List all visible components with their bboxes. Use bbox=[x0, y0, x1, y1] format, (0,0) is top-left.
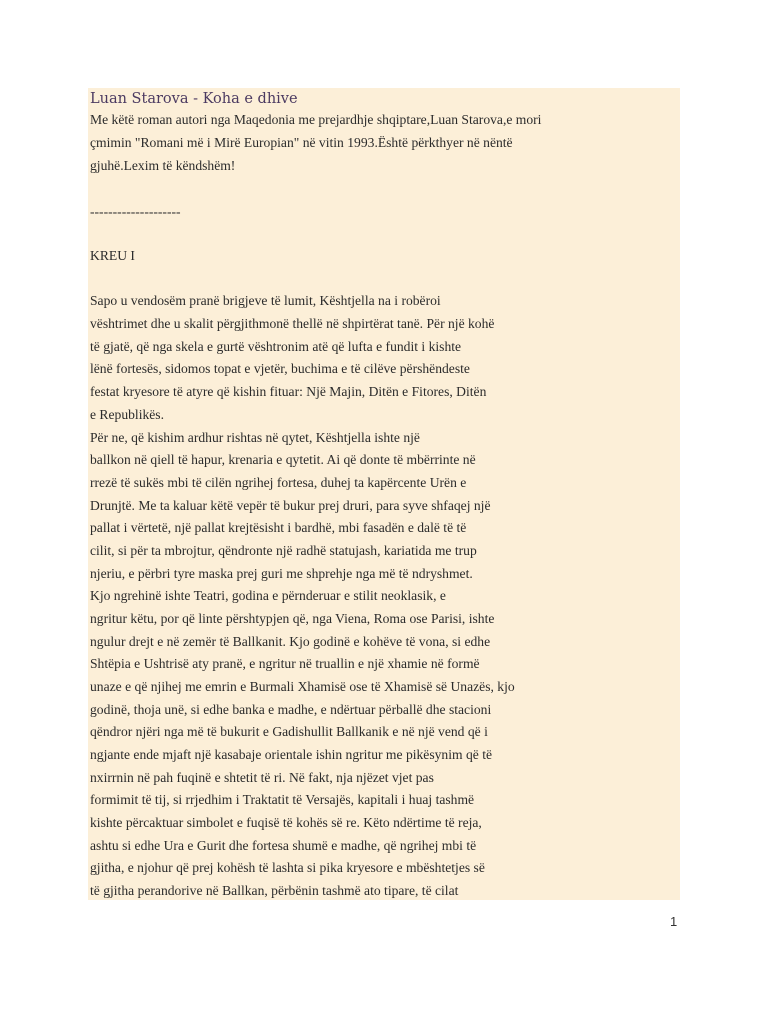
body-line: e Republikës. bbox=[90, 407, 164, 422]
body-line: të gjatë, që nga skela e gurtë vështronim atë që lufta e fundit i kishte bbox=[90, 339, 462, 354]
body-line: të gjitha perandorive në Ballkan, përbënin tashmë ato tipare, të cilat bbox=[90, 883, 459, 898]
chapter-heading: KREU I bbox=[90, 248, 135, 263]
body-line: ngulur drejt e në zemër të Ballkanit. Kjo godinë e kohëve të vona, si edhe bbox=[90, 634, 491, 649]
body-line: njeriu, e përbri tyre maska prej guri me shprehje nga më të ndryshmet. bbox=[90, 566, 473, 581]
body-line: festat kryesore të atyre që kishin fituar: Një Majin, Ditën e Fitores, Ditën bbox=[90, 384, 487, 399]
separator-line: -------------------- bbox=[90, 204, 181, 219]
intro-line: çmimin "Romani më i Mirë Europian" në vitin 1993.Është përkthyer në nëntë bbox=[90, 135, 513, 150]
document-title: Luan Starova - Koha e dhive bbox=[90, 91, 298, 107]
body-line: Sapo u vendosëm pranë brigjeve të lumit, Kështjella na i robëroi bbox=[90, 293, 441, 308]
body-line: ngjante ende mjaft një kasabaje orientale ishin ngritur me pikësynim që të bbox=[90, 747, 493, 762]
body-line: ashtu si edhe Ura e Gurit dhe fortesa shumë e madhe, që ngrihej mbi të bbox=[90, 838, 477, 853]
body-line: rrezë të sukës mbi të cilën ngrihej fortesa, duhej ta kapërcente Urën e bbox=[90, 475, 467, 490]
intro-line: Me këtë roman autori nga Maqedonia me prejardhje shqiptare,Luan Starova,e mori bbox=[90, 112, 542, 127]
body-line: lënë fortesës, sidomos topat e vjetër, buchima e të cilëve përshëndeste bbox=[90, 361, 470, 376]
body-line: pallat i vërtetë, një pallat krejtësisht i bardhë, mbi fasadën e dalë të të bbox=[90, 520, 467, 535]
body-line: gjitha, e njohur që prej kohësh të lashta si pika kryesore e mbështetjes së bbox=[90, 860, 485, 875]
page-number: 1 bbox=[670, 914, 678, 929]
body-line: qëndror njëri nga më të bukurit e Gadishullit Ballkanik e në një vend që i bbox=[90, 724, 488, 739]
body-line: Për ne, që kishim ardhur rishtas në qytet, Kështjella ishte një bbox=[90, 430, 420, 445]
body-line: Kjo ngrehinë ishte Teatri, godina e përnderuar e stilit neoklasik, e bbox=[90, 588, 446, 603]
body-line: ngritur këtu, por që linte përshtypjen që, nga Viena, Roma ose Parisi, ishte bbox=[90, 611, 495, 626]
body-line: formimit të tij, si rrjedhim i Traktatit të Versajës, kapitali i huaj tashmë bbox=[90, 792, 475, 807]
intro-line: gjuhë.Lexim të këndshëm! bbox=[90, 158, 236, 173]
body-line: Drunjtë. Me ta kaluar këtë vepër të bukur prej druri, para syve shfaqej një bbox=[90, 498, 491, 513]
body-line: cilit, si për ta mbrojtur, qëndronte një radhë statujash, kariatida me trup bbox=[90, 543, 477, 558]
body-line: kishte përcaktuar simbolet e fuqisë të kohës së re. Këto ndërtime të reja, bbox=[90, 815, 482, 830]
body-line: godinë, thoja unë, si edhe banka e madhe, e ndërtuar përballë dhe stacioni bbox=[90, 702, 492, 717]
body-line: vështrimet dhe u skalit përgjithmonë thellë në shpirtërat tanë. Për një kohë bbox=[90, 316, 495, 331]
body-line: Shtëpia e Ushtrisë aty pranë, e ngritur në truallin e një xhamie në formë bbox=[90, 656, 480, 671]
body-line: ballkon në qiell të hapur, krenaria e qytetit. Ai që donte të mbërrinte në bbox=[90, 452, 476, 467]
body-line: unaze e që njihej me emrin e Burmali Xhamisë ose të Xhamisë së Unazës, kjo bbox=[90, 679, 515, 694]
body-line: nxirrnin në pah fuqinë e shtetit të ri. Në fakt, nja njëzet vjet pas bbox=[90, 770, 434, 785]
